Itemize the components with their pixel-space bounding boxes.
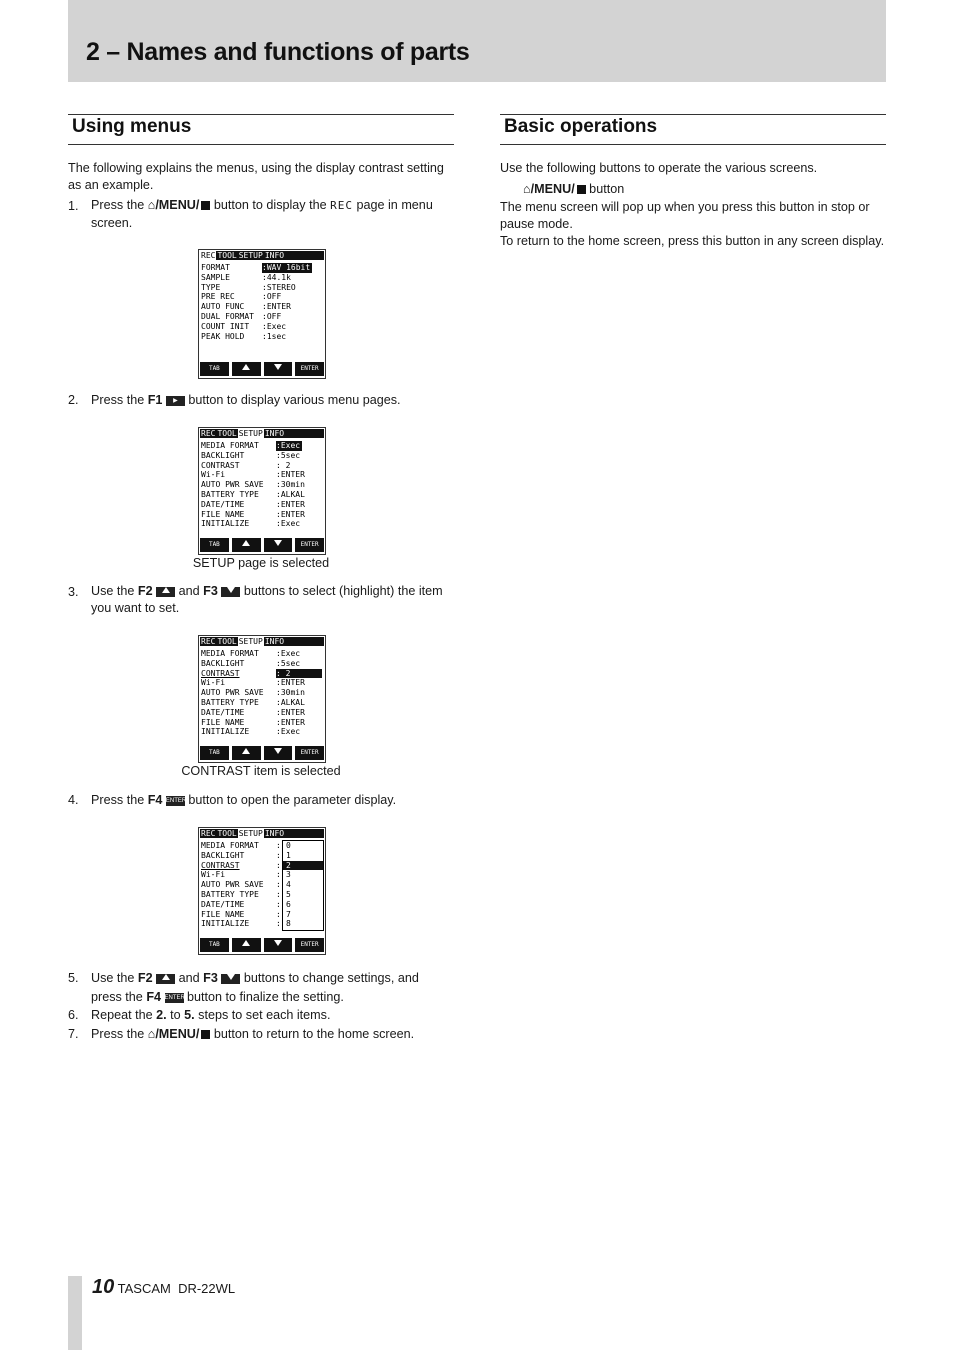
section-title-basic-operations: Basic operations bbox=[500, 114, 886, 145]
lcd-row: DUAL FORMAT :OFF bbox=[201, 311, 282, 321]
down-arrow-icon bbox=[274, 540, 282, 546]
lcd-tab-setup: SETUP bbox=[238, 637, 263, 646]
lcd-f1-tab: TAB bbox=[200, 938, 229, 952]
section-title-using-menus: Using menus bbox=[68, 114, 454, 145]
down-arrow-icon bbox=[274, 364, 282, 370]
tab-key-icon: ▶ bbox=[166, 396, 185, 406]
page-header bbox=[68, 0, 886, 82]
up-arrow-icon bbox=[242, 748, 250, 754]
lcd-row: PEAK HOLD :1sec bbox=[201, 331, 287, 341]
lcd-row: BACKLIGHT : bbox=[201, 850, 281, 860]
lcd-f1-tab: TAB bbox=[200, 746, 229, 760]
lcd-row: INITIALIZE : bbox=[201, 919, 281, 929]
lcd-row: AUTO FUNC :ENTER bbox=[201, 302, 291, 312]
lcd-row: Wi-Fi :ENTER bbox=[201, 678, 305, 688]
right-column bbox=[500, 114, 886, 250]
lcd-row: BACKLIGHT :5sec bbox=[201, 450, 301, 460]
lcd-value-popup: 0 1 2 3 4 5 6 7 8 bbox=[282, 840, 324, 931]
stop-icon bbox=[201, 1030, 210, 1039]
lcd-row: MEDIA FORMAT :Exec bbox=[201, 649, 301, 658]
lcd-tab-info: INFO bbox=[264, 637, 324, 646]
lcd-parameter-display bbox=[198, 827, 326, 955]
lcd-f1-tab: TAB bbox=[200, 538, 229, 552]
lcd-f4-enter: ENTER bbox=[295, 362, 324, 376]
lcd-row: BACKLIGHT :5sec bbox=[201, 658, 301, 668]
footer-brand: TASCAM DR-22WL bbox=[117, 1281, 236, 1296]
up-key-icon bbox=[156, 974, 175, 984]
lcd-row: FILE NAME : bbox=[201, 909, 281, 919]
lcd-row: FORMAT :WAV 16bit bbox=[201, 263, 311, 272]
lcd-f3-down bbox=[264, 362, 293, 376]
lcd-tab-setup: SETUP bbox=[238, 429, 263, 438]
lcd-row: AUTO PWR SAVE :30min bbox=[201, 688, 305, 698]
lcd-f3-down bbox=[264, 538, 293, 552]
lcd-row: BATTERY TYPE :ALKAL bbox=[201, 697, 305, 707]
lcd-tab-tool: TOOL bbox=[217, 429, 237, 438]
lcd-tab-rec: REC bbox=[201, 829, 216, 838]
lcd-f4-enter: ENTER bbox=[295, 746, 324, 760]
lcd-row: DATE/TIME :ENTER bbox=[201, 707, 305, 717]
lcd-row: PRE REC :OFF bbox=[201, 292, 282, 302]
popup-selected-value: 2 bbox=[283, 861, 323, 871]
footer-bar bbox=[68, 1276, 82, 1350]
lcd-f2-up bbox=[232, 362, 261, 376]
basic-intro: Use the following buttons to operate the various screens. bbox=[500, 161, 818, 175]
menu-button-heading: ⌂/MENU/ button bbox=[523, 181, 625, 196]
lcd-row: TYPE :STEREO bbox=[201, 282, 296, 292]
lcd-row: DATE/TIME :ENTER bbox=[201, 499, 305, 509]
lcd-tab-rec: REC bbox=[201, 637, 216, 646]
up-arrow-icon bbox=[242, 940, 250, 946]
lcd-row: FILE NAME :ENTER bbox=[201, 717, 305, 727]
down-arrow-icon bbox=[274, 940, 282, 946]
up-key-icon bbox=[156, 587, 175, 597]
menu-button-desc-2: To return to the home screen, press this button in any screen display. bbox=[500, 234, 885, 248]
lcd-row: BATTERY TYPE :ALKAL bbox=[201, 489, 305, 499]
lcd-f4-enter: ENTER bbox=[295, 938, 324, 952]
lcd-row: Wi-Fi : bbox=[201, 870, 281, 880]
lcd-tab-info: INFO bbox=[264, 251, 324, 260]
lcd-row: AUTO PWR SAVE :30min bbox=[201, 480, 305, 490]
lcd-f1-tab: TAB bbox=[200, 362, 229, 376]
lcd-row: CONTRAST : 2 bbox=[201, 460, 291, 470]
chapter-title: 2 – Names and functions of parts bbox=[86, 38, 470, 66]
up-arrow-icon bbox=[242, 540, 250, 546]
lcd-row: SAMPLE :44.1k bbox=[201, 272, 291, 282]
lcd-row: INITIALIZE :Exec bbox=[201, 519, 301, 529]
lcd-row-selected: CONTRAST : 2 bbox=[200, 669, 324, 679]
down-arrow-icon bbox=[274, 748, 282, 754]
lcd-row-selected: CONTRAST : bbox=[201, 860, 281, 870]
lcd-tab-info: INFO bbox=[264, 429, 324, 438]
home-icon: ⌂ bbox=[147, 1027, 156, 1041]
enter-key-icon: ENTER bbox=[164, 994, 185, 1001]
lcd-f2-up bbox=[232, 746, 261, 760]
up-arrow-icon bbox=[242, 364, 250, 370]
left-column bbox=[68, 114, 454, 193]
home-icon: ⌂ bbox=[147, 198, 156, 212]
lcd-row: COUNT INIT :Exec bbox=[201, 321, 287, 331]
intro-text: The following explains the menus, using the display contrast setting as an example. bbox=[68, 161, 444, 192]
down-key-icon bbox=[221, 587, 240, 597]
lcd-f2-up bbox=[232, 938, 261, 952]
lcd-f3-down bbox=[264, 938, 293, 952]
lcd-f4-enter: ENTER bbox=[295, 538, 324, 552]
lcd-f3-down bbox=[264, 746, 293, 760]
lcd-row: FILE NAME :ENTER bbox=[201, 509, 305, 519]
lcd-tab-tool: TOOL bbox=[217, 829, 237, 838]
home-icon: ⌂ bbox=[523, 181, 531, 196]
lcd-function-keys bbox=[200, 362, 324, 376]
lcd-tab-setup: SETUP bbox=[238, 251, 263, 260]
stop-icon bbox=[577, 185, 586, 194]
lcd-tab-setup: SETUP bbox=[238, 829, 263, 838]
lcd-tab-rec: REC bbox=[201, 251, 216, 260]
lcd-f2-up bbox=[232, 538, 261, 552]
lcd-row: DATE/TIME : bbox=[201, 899, 281, 909]
caption-setup: SETUP page is selected bbox=[192, 556, 330, 570]
lcd-tab-info: INFO bbox=[264, 829, 324, 838]
lcd-contrast-selected bbox=[198, 635, 326, 763]
menu-button-desc-1: The menu screen will pop up when you press this button in stop or pause mode. bbox=[500, 200, 870, 231]
lcd-tab-tool: TOOL bbox=[217, 637, 237, 646]
caption-contrast: CONTRAST item is selected bbox=[181, 764, 341, 778]
page-footer bbox=[92, 1276, 235, 1299]
enter-key-icon: ENTER bbox=[165, 797, 187, 804]
lcd-rows bbox=[200, 263, 324, 341]
lcd-row: Wi-Fi :ENTER bbox=[201, 470, 305, 480]
lcd-row: MEDIA FORMAT : bbox=[201, 841, 281, 850]
page-number: 10 bbox=[92, 1276, 115, 1298]
down-key-icon bbox=[221, 974, 240, 984]
lcd-row: BATTERY TYPE : bbox=[201, 889, 281, 899]
lcd-row: AUTO PWR SAVE : bbox=[201, 880, 281, 890]
lcd-tab-tool: TOOL bbox=[217, 251, 237, 260]
lcd-tab-rec: REC bbox=[201, 429, 216, 438]
lcd-row: INITIALIZE :Exec bbox=[201, 727, 301, 737]
lcd-row: MEDIA FORMAT :Exec bbox=[201, 441, 301, 450]
lcd-setup-page bbox=[198, 427, 326, 555]
lcd-rec-page bbox=[198, 249, 326, 379]
